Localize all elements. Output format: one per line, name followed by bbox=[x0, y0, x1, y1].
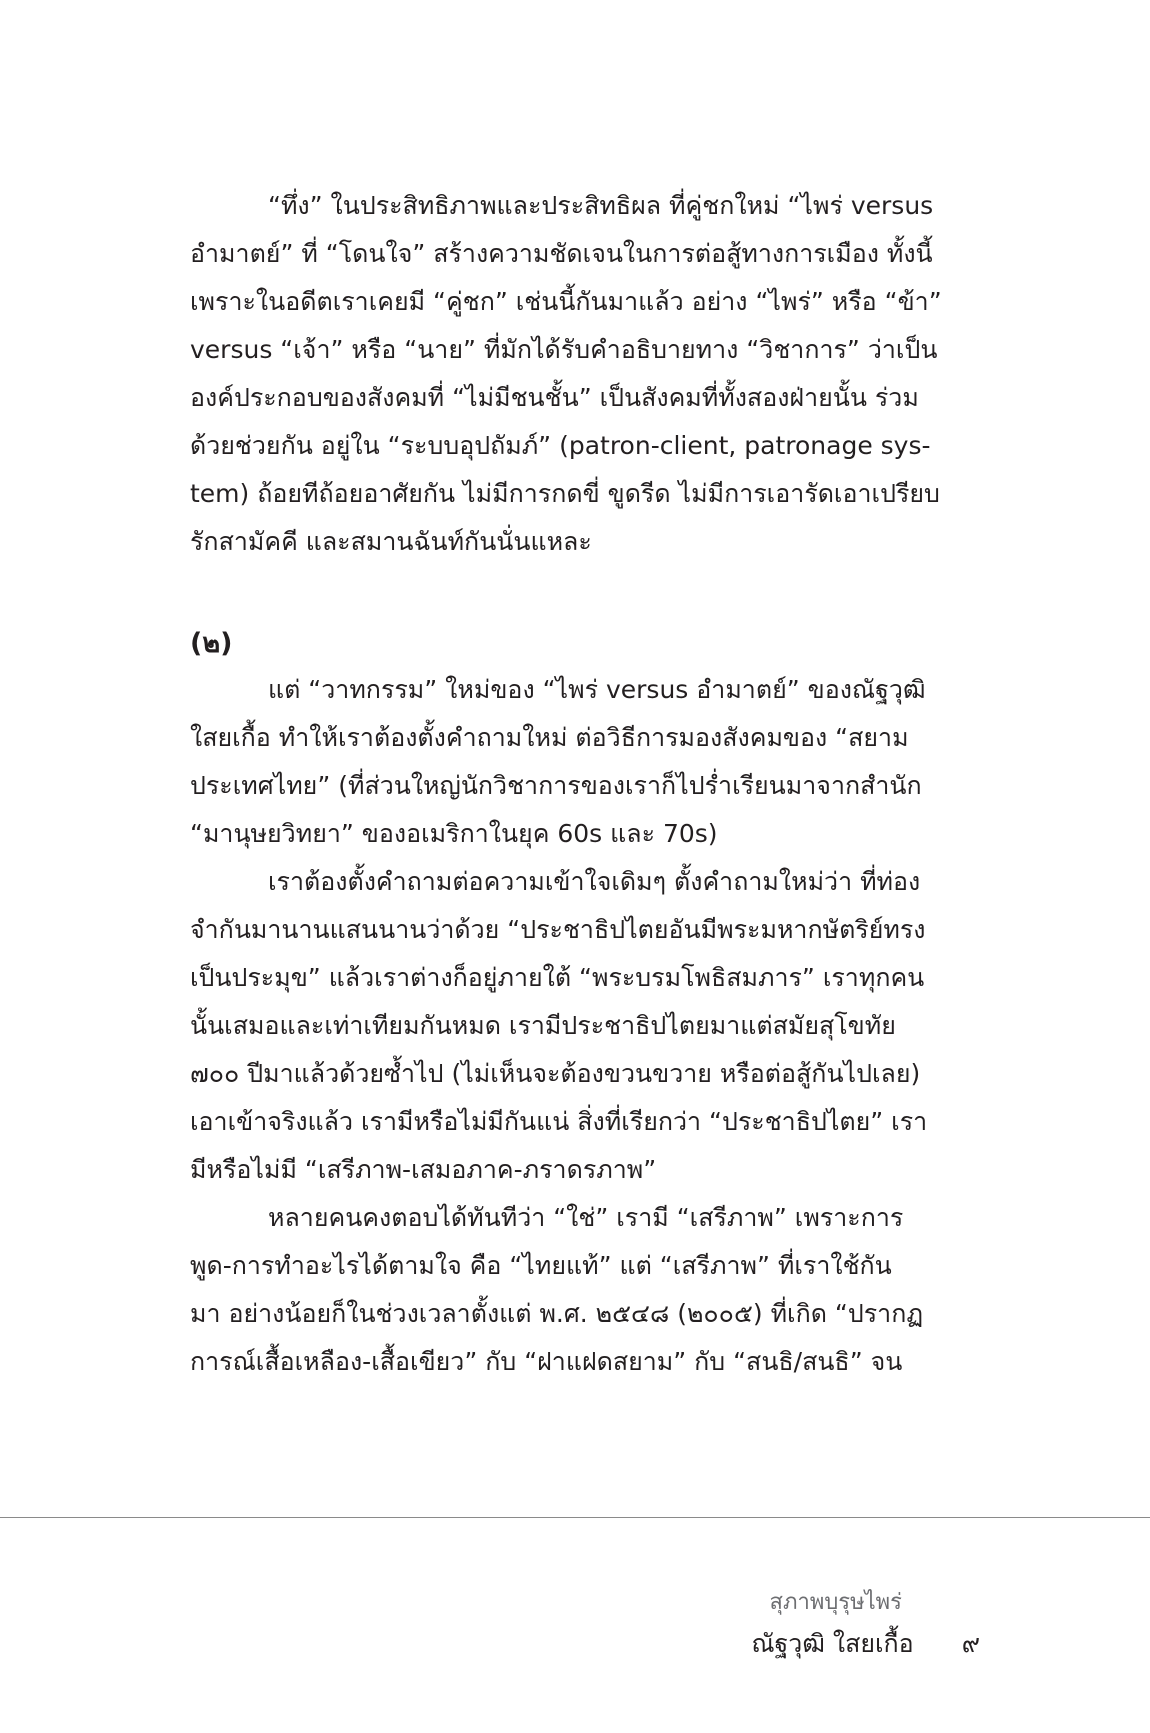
paragraph-2 bbox=[190, 666, 980, 858]
page-footer bbox=[751, 1588, 980, 1664]
text-line: องค์ประกอบของสังคมที่ “ไม่มีชนชั้น” เป็นสังคมที่ทั้งสองฝ่ายนั้น ร่วม bbox=[190, 383, 919, 412]
text-line: แต่ “วาทกรรม” ใหม่ของ “ไพร่ versus อำมาตย์” ของณัฐวุฒิ bbox=[268, 675, 926, 704]
body-text bbox=[190, 182, 980, 1386]
text-line: จำกันมานานแสนนานว่าด้วย “ประชาธิปไตยอันมีพระมหากษัตริย์ทรง bbox=[190, 915, 926, 944]
text-line: เราต้องตั้งคำถามต่อความเข้าใจเดิมๆ ตั้งคำถามใหม่ว่า ที่ท่อง bbox=[268, 867, 921, 896]
text-line: “ทึ่ง” ในประสิทธิภาพและประสิทธิผล ที่คู่ชกใหม่ “ไพร่ versus bbox=[268, 191, 934, 220]
text-line: นั้นเสมอและเท่าเทียมกันหมด เรามีประชาธิปไตยมาแต่สมัยสุโขทัย bbox=[190, 1011, 896, 1040]
footer-author-row bbox=[751, 1624, 980, 1664]
section-heading: (๒) bbox=[190, 628, 233, 659]
text-line: รักสามัคคี และสมานฉันท์กันนั่นแหละ bbox=[190, 527, 592, 556]
author-name: ณัฐวุฒิ ใสยเกื้อ bbox=[751, 1629, 914, 1658]
text-line: พูด-การทำอะไรได้ตามใจ คือ “ไทยแท้” แต่ “เสรีภาพ” ที่เราใช้กัน bbox=[190, 1251, 892, 1280]
text-line: ประเทศไทย” (ที่ส่วนใหญ่นักวิชาการของเราก็ไปร่ำเรียนมาจากสำนัก bbox=[190, 771, 922, 800]
text-line: มา อย่างน้อยก็ในช่วงเวลาตั้งแต่ พ.ศ. ๒๕๔๘ (๒๐๐๕) ที่เกิด “ปรากฏ bbox=[190, 1299, 924, 1328]
text-line: มีหรือไม่มี “เสรีภาพ-เสมอภาค-ภราดรภาพ” bbox=[190, 1155, 657, 1184]
text-line: ใสยเกื้อ ทำให้เราต้องตั้งคำถามใหม่ ต่อวิธีการมองสังคมของ “สยาม bbox=[190, 723, 909, 752]
page-number: ๙ bbox=[961, 1629, 980, 1658]
paragraph-1 bbox=[190, 182, 980, 566]
text-line: เป็นประมุข” แล้วเราต่างก็อยู่ภายใต้ “พระบรมโพธิสมภาร” เราทุกคน bbox=[190, 963, 925, 992]
paragraph-3 bbox=[190, 858, 980, 1194]
paragraph-4 bbox=[190, 1194, 980, 1386]
text-line: อำมาตย์” ที่ “โดนใจ” สร้างความชัดเจนในการต่อสู้ทางการเมือง ทั้งนี้ bbox=[190, 239, 933, 268]
footer-divider bbox=[0, 1517, 1150, 1518]
text-line: “มานุษยวิทยา” ของอเมริกาในยุค 60s และ 70s) bbox=[190, 819, 718, 848]
text-line: ๗๐๐ ปีมาแล้วด้วยซ้ำไป (ไม่เห็นจะต้องขวนขวาย หรือต่อสู้กันไปเลย) bbox=[190, 1059, 921, 1088]
text-line: หลายคนคงตอบได้ทันทีว่า “ใช่” เรามี “เสรีภาพ” เพราะการ bbox=[268, 1203, 904, 1232]
text-line: ด้วยช่วยกัน อยู่ใน “ระบบอุปถัมภ์” (patron-client, patronage sys- bbox=[190, 431, 931, 460]
text-line: การณ์เสื้อเหลือง-เสื้อเขียว” กับ “ฝาแฝดสยาม” กับ “สนธิ/สนธิ” จน bbox=[190, 1347, 903, 1376]
text-line: เอาเข้าจริงแล้ว เรามีหรือไม่มีกันแน่ สิ่งที่เรียกว่า “ประชาธิปไตย” เรา bbox=[190, 1107, 928, 1136]
text-line: versus “เจ้า” หรือ “นาย” ที่มักได้รับคำอธิบายทาง “วิชาการ” ว่าเป็น bbox=[190, 335, 938, 364]
text-line: tem) ถ้อยทีถ้อยอาศัยกัน ไม่มีการกดขี่ ขูดรีด ไม่มีการเอารัดเอาเปรียบ bbox=[190, 479, 940, 508]
book-title: สุภาพบุรุษไพร่ bbox=[769, 1590, 902, 1615]
text-line: เพราะในอดีตเราเคยมี “คู่ชก” เช่นนี้กันมาแล้ว อย่าง “ไพร่” หรือ “ข้า” bbox=[190, 287, 942, 316]
